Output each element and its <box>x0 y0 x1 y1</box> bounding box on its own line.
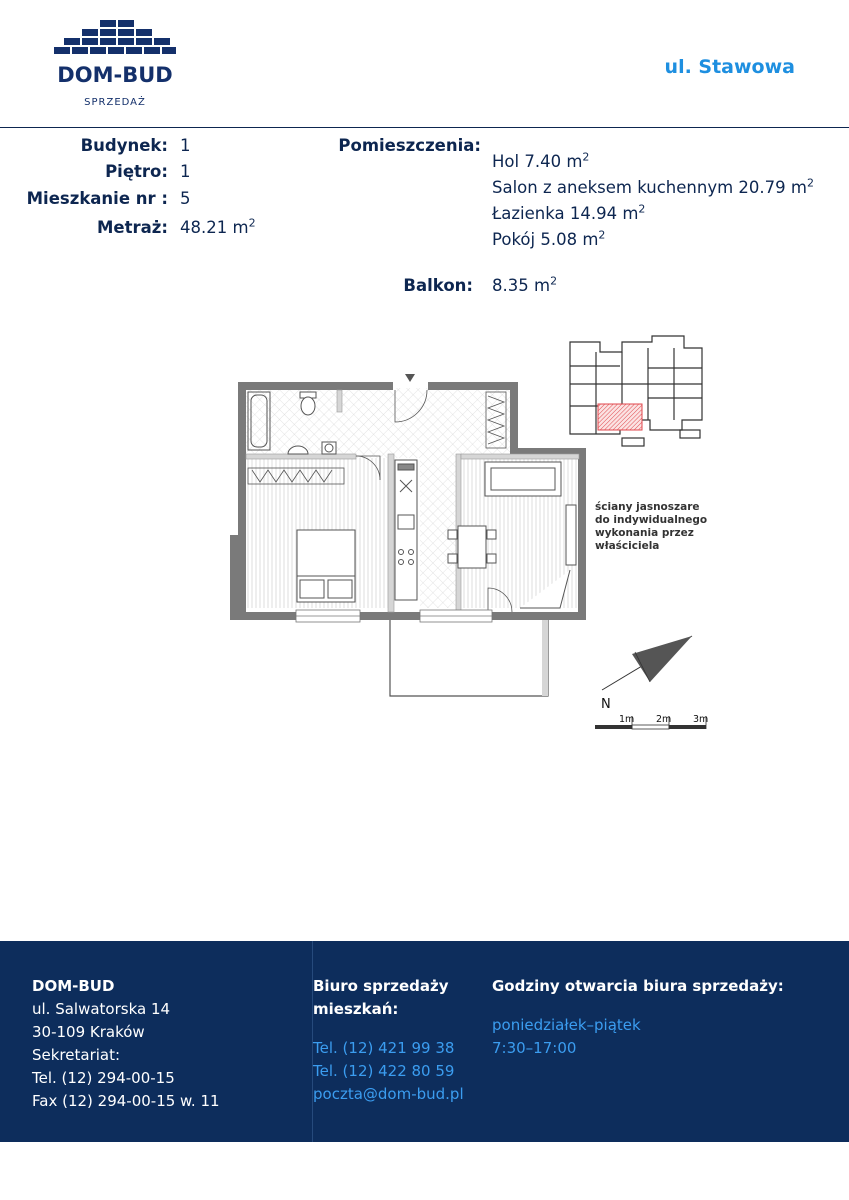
kitchen-counter-icon <box>395 460 417 600</box>
north-arrow-icon <box>602 636 692 690</box>
balcony-value: 8.35 $m^2$ <box>492 274 558 295</box>
rooms-label: Pomieszczenia: <box>338 136 481 155</box>
header-divider <box>0 127 849 128</box>
footer-fax: Fax (12) 294-00-15 w. 11 <box>32 1092 220 1110</box>
sales-office-title-line2: mieszkań: <box>313 1000 399 1018</box>
area-label: Metraż: <box>97 218 168 237</box>
floor-value: 1 <box>180 162 191 181</box>
logo-subtitle: SPRZEDAŻ <box>84 97 146 108</box>
scale-label-2m: 2m <box>656 714 672 725</box>
sales-office-title-line1: Biuro sprzedaży <box>313 977 449 995</box>
sales-email-link[interactable]: poczta@dom-bud.pl <box>313 1085 464 1103</box>
footer-phone: Tel. (12) 294-00-15 <box>32 1069 175 1087</box>
hall-floor <box>355 388 513 458</box>
footer-address-street: ul. Salwatorska 14 <box>32 1000 171 1018</box>
hours-days: poniedziałek–piątek <box>492 1016 641 1034</box>
svg-text:wykonania przez: wykonania przez <box>595 527 694 539</box>
sofa-icon <box>485 462 561 496</box>
footer-secretariat-label: Sekretariat: <box>32 1046 121 1064</box>
room-bathroom: Łazienka 14.94 $m^2$ <box>492 202 646 223</box>
sales-phone-1[interactable]: Tel. (12) 421 99 38 <box>313 1039 455 1057</box>
room-bedroom: Pokój 5.08 $m^2$ <box>492 228 606 249</box>
floor-label: Piętro: <box>105 162 168 181</box>
svg-text:do indywidualnego: do indywidualnego <box>595 514 708 526</box>
room-hall: Hol 7.40 $m^2$ <box>492 150 590 171</box>
room-living-kitchen: Salon z aneksem kuchennym 20.79 $m^2$ <box>492 176 814 197</box>
key-plan <box>560 334 710 449</box>
bed-icon <box>297 530 355 602</box>
building-value: 1 <box>180 136 191 155</box>
balcony-label: Balkon: <box>403 276 473 295</box>
apartment-number-label: Mieszkanie nr : <box>26 189 168 208</box>
apartment-number-value: 5 <box>180 189 191 208</box>
footer-company-name: DOM-BUD <box>32 977 115 995</box>
washing-machine-icon <box>322 442 336 454</box>
toilet-icon <box>300 392 316 415</box>
walls-note <box>595 501 707 552</box>
logo-name: DOM-BUD <box>57 63 173 87</box>
logo-bricks-icon <box>54 20 176 54</box>
balcony-outline <box>390 620 548 696</box>
north-label: N <box>601 697 611 712</box>
building-label: Budynek: <box>80 136 168 155</box>
scale-label-1m: 1m <box>619 714 635 725</box>
dom-bud-logo <box>50 18 180 118</box>
balcony-side-wall <box>542 620 548 696</box>
entrance-arrow-icon <box>405 374 415 382</box>
scale-bar <box>595 714 708 729</box>
svg-text:właściciela: właściciela <box>595 540 660 552</box>
hours-time: 7:30–17:00 <box>492 1039 577 1057</box>
scale-label-3m: 3m <box>693 714 709 725</box>
hours-title: Godziny otwarcia biura sprzedaży: <box>492 977 784 995</box>
svg-text:ściany jasnoszare: ściany jasnoszare <box>595 501 700 513</box>
footer-address-city: 30-109 Kraków <box>32 1023 145 1041</box>
area-value: 48.21 $m^2$ <box>180 216 256 237</box>
street-name: ul. Stawowa <box>664 56 795 78</box>
sales-phone-2[interactable]: Tel. (12) 422 80 59 <box>313 1062 455 1080</box>
key-plan-apartment-highlight <box>598 404 642 430</box>
